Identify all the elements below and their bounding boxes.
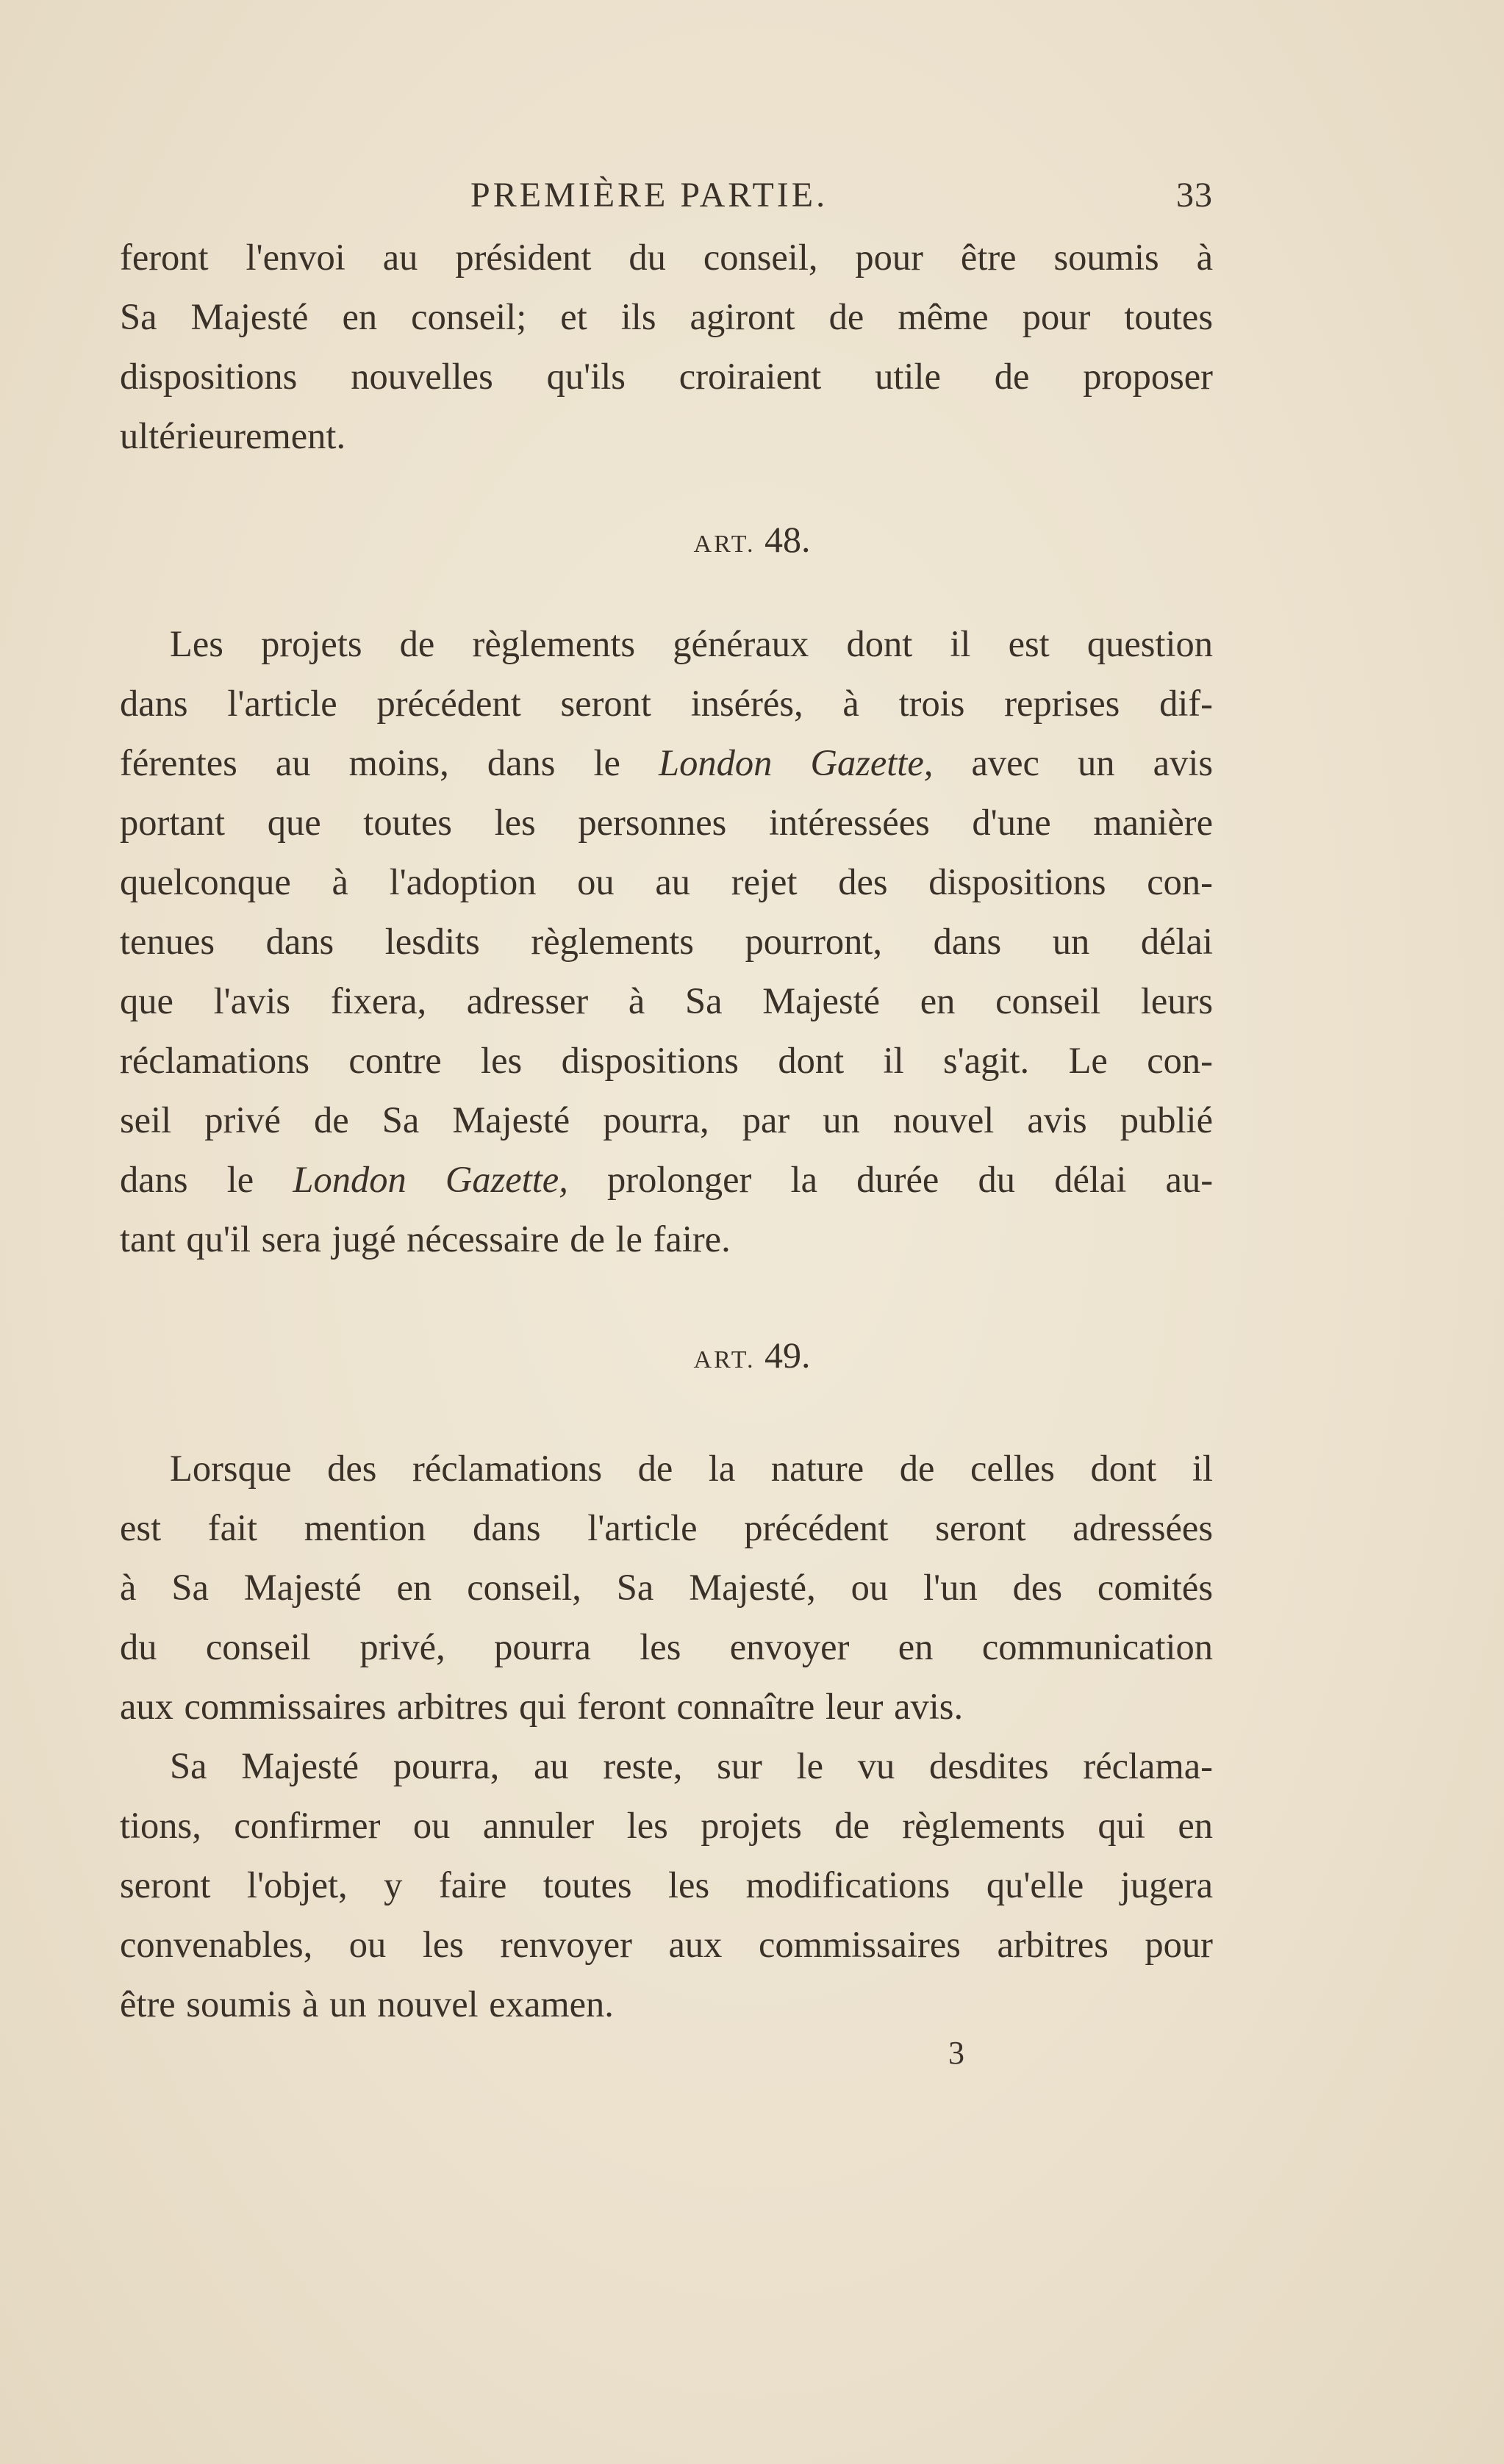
text-line: férentes au moins, dans le London Gazette, avec un avis [120,742,1213,783]
article-heading-49 [0,1334,1504,1376]
publication-title: London Gazette, [293,1159,568,1200]
paragraph-continuation [120,228,1213,466]
page-number: 33 [1176,176,1213,215]
text-line: quelconque à l'adoption ou au rejet des dispositions con- [120,861,1213,902]
text-line: seil privé de Sa Majesté pourra, par un nouvel avis publié [120,1099,1213,1141]
article-number: 48. [764,519,811,560]
text-line: convenables, ou les renvoyer aux commissaires arbitres pour [120,1924,1213,1965]
text-line: tant qu'il sera jugé nécessaire de le faire. [120,1218,731,1260]
text-line: à Sa Majesté en conseil, Sa Majesté, ou l'un des comités [120,1567,1213,1608]
text-line: tenues dans lesdits règlements pourront, dans un délai [120,921,1213,962]
text-line: tions, confirmer ou annuler les projets de règlements qui en [120,1805,1213,1846]
article-prefix: ART. [693,531,756,558]
text-line: dans l'article précédent seront insérés, à trois reprises dif- [120,683,1213,724]
text-line: être soumis à un nouvel examen. [120,1983,614,2025]
running-head [470,175,1213,226]
text-line: dans le London Gazette, prolonger la durée du délai au- [120,1159,1214,1200]
text-line: portant que toutes les personnes intéressées d'une manière [120,802,1213,843]
paragraph-article-49-continued [120,1736,1213,2034]
article-heading-48 [0,518,1504,561]
text-line: Sa Majesté en conseil; et ils agiront de même pour toutes [120,296,1213,337]
text-line: ultérieurement. [120,415,346,456]
publication-title: London Gazette, [659,742,934,783]
paragraph-article-48 [120,614,1213,1269]
text-line: du conseil privé, pourra les envoyer en communication [120,1626,1213,1667]
text-line: aux commissaires arbitres qui feront connaître leur avis. [120,1686,964,1727]
text-line: Sa Majesté pourra, au reste, sur le vu desdites réclama- [170,1745,1213,1786]
text-line: Les projets de règlements généraux dont il est question [170,623,1213,664]
article-prefix: ART. [693,1346,756,1373]
text-line: que l'avis fixera, adresser à Sa Majesté en conseil leurs [120,980,1213,1021]
text-line: réclamations contre les dispositions dont il s'agit. Le con- [120,1040,1213,1081]
text-line: seront l'objet, y faire toutes les modifications qu'elle jugera [120,1864,1213,1906]
text-line: est fait mention dans l'article précédent seront adressées [120,1507,1213,1548]
article-number: 49. [764,1335,811,1376]
text-line: dispositions nouvelles qu'ils croiraient utile de proposer [120,356,1213,397]
text-line: Lorsque des réclamations de la nature de celles dont il [170,1448,1213,1489]
running-title: PREMIÈRE PARTIE. [470,176,828,215]
paragraph-article-49 [120,1439,1213,1736]
signature-mark: 3 [948,2035,964,2071]
text-line: feront l'envoi au président du conseil, pour être soumis à [120,237,1213,278]
